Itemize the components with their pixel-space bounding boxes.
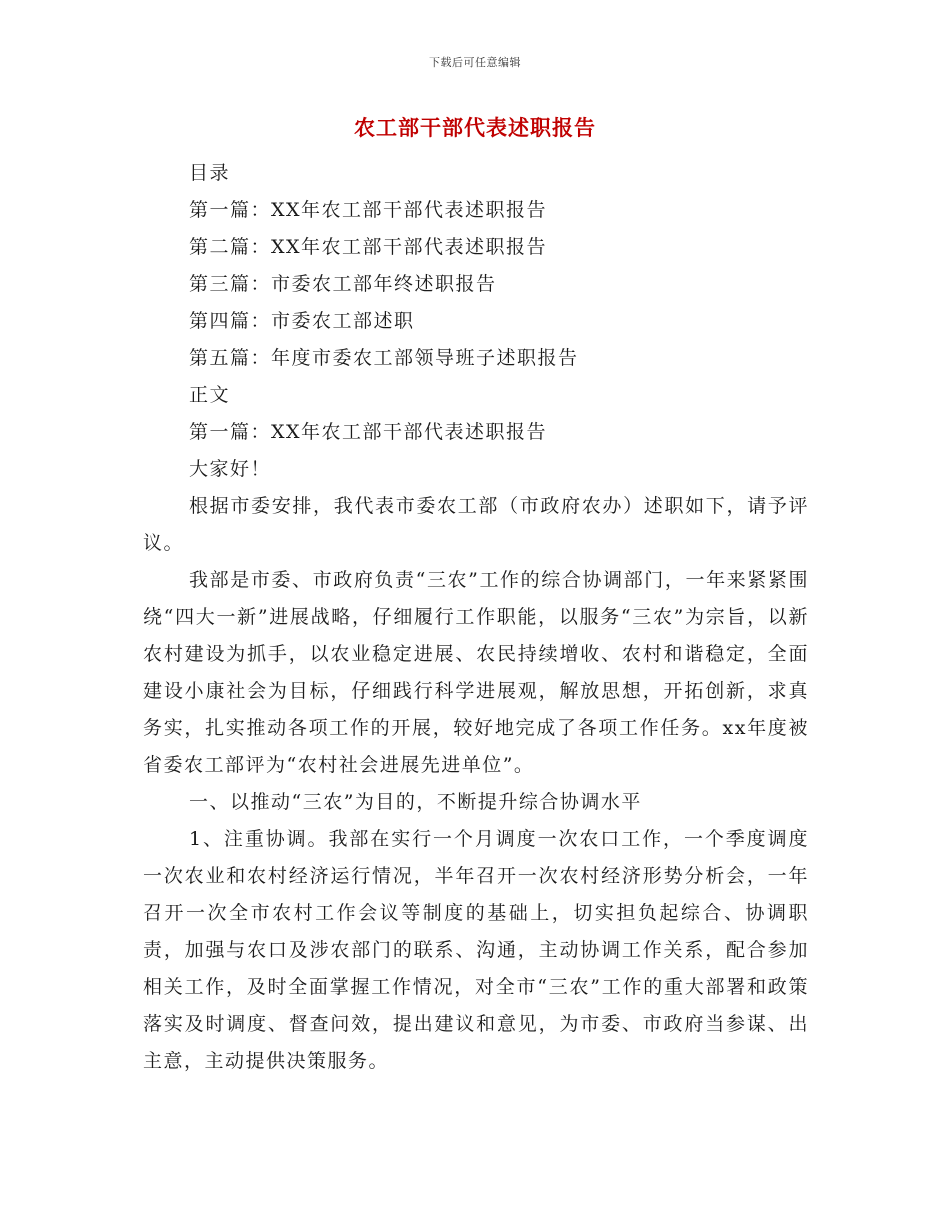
toc-item: 第四篇：市委农工部述职 <box>189 310 415 332</box>
body-paragraph: 我部是市委、市政府负责“三农”工作的综合协调部门，一年来紧紧围绕“四大一新”进展战略，仔细履行工作职能，以服务“三农”为宗旨，以新农村建设为抓手，以农业稳定进展、农民持续增收、农村和谐稳定，全面建设小康社会为目标，仔细践行科学进展观，解放思想，开拓创新，求真务实，扎实推动各项工作的开展，较好地完成了各项工作任务。xx年度被省委农工部评为“农村社会进展先进单位”。 <box>143 569 809 776</box>
toc-item: 第三篇：市委农工部年终述职报告 <box>189 273 497 295</box>
body-paragraph: 1、注重协调。我部在实行一个月调度一次农口工作，一个季度调度一次农业和农村经济运行情况，半年召开一次农村经济形势分析会，一年召开一次全市农村工作会议等制度的基础上，切实担负起综合、协调职责，加强与农口及涉农部门的联系、沟通，主动协调工作关系，配合参加相关工作，及时全面掌握工作情况，对全市“三农”工作的重大部署和政策落实及时调度、督查问效，提出建议和意见，为市委、市政府当参谋、出主意，主动提供决策服务。 <box>143 828 809 1072</box>
document-title: 农工部干部代表述职报告 <box>354 115 596 140</box>
body-heading: 正文 <box>189 384 231 406</box>
chapter-title: 第一篇：XX年农工部干部代表述职报告 <box>189 421 548 443</box>
toc-item: 第一篇：XX年农工部干部代表述职报告 <box>189 199 548 221</box>
document-body <box>143 155 809 1080</box>
toc-item: 第二篇：XX年农工部干部代表述职报告 <box>189 236 548 258</box>
section-heading: 一、以推动“三农”为目的，不断提升综合协调水平 <box>189 791 642 813</box>
body-paragraph: 根据市委安排，我代表市委农工部（市政府农办）述职如下，请予评议。 <box>143 495 809 554</box>
toc-heading: 目录 <box>189 162 231 184</box>
greeting: 大家好！ <box>189 458 272 480</box>
toc-item: 第五篇：年度市委农工部领导班子述职报告 <box>189 347 579 369</box>
header-note: 下载后可任意编辑 <box>429 56 521 69</box>
